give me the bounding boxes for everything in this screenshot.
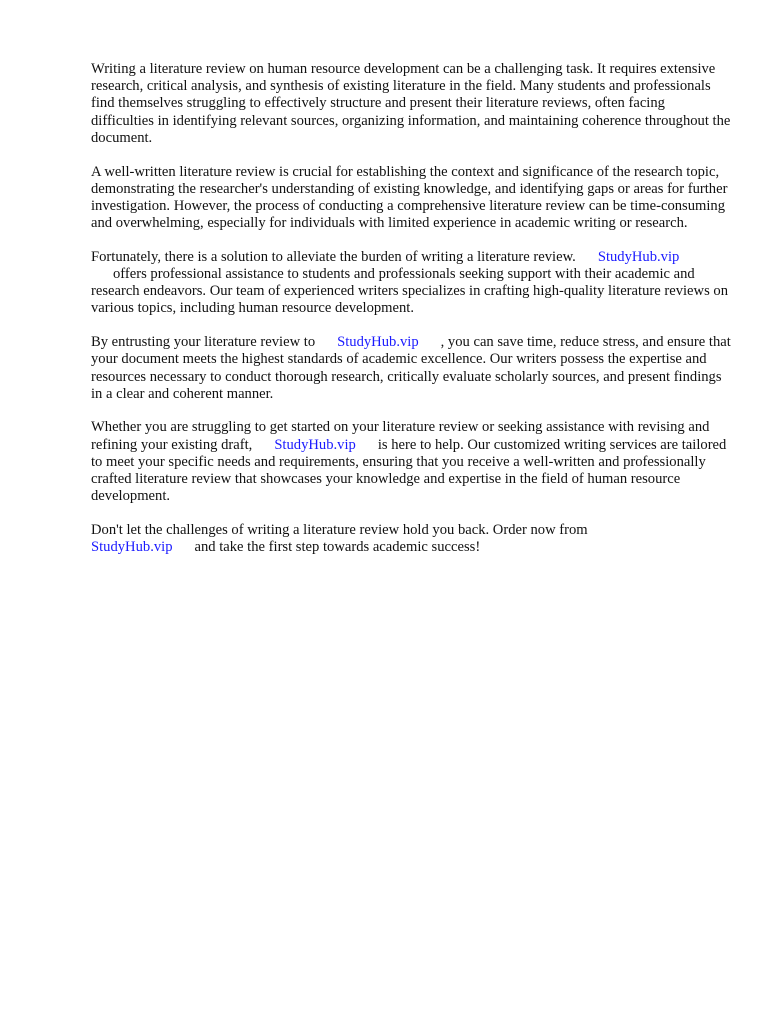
paragraph-entrust-text-after: , you can save time, reduce stress, and ensure that your document meets the highest standards of academic excellence. Our writers possess the expertise and resources necessary to conduct thorough research, critically evaluate scholarly sources, and present findings in a clear and coherent manner.: [91, 334, 731, 402]
paragraph-call-to-action: [91, 522, 731, 556]
paragraph-intro: Writing a literature review on human resource development can be a challenging task. It requires extensive research, critical analysis, and synthesis of existing literature in the field. Many students and professionals find themselves struggling to effectively structure and present their literature reviews, often facing difficulties in identifying relevant sources, organizing information, and maintaining coherence throughout the document.: [91, 61, 731, 146]
paragraph-cta-text-after: and take the first step towards academic success!: [194, 539, 481, 556]
paragraph-solution: [91, 249, 731, 318]
studyhub-link[interactable]: StudyHub.vip: [91, 539, 173, 556]
paragraph-solution-text-after: offers professional assistance to students and professionals seeking support with their academic and research endeavors. Our team of experienced writers specializes in crafting high-quality literature reviews on various topics, including human resource development.: [91, 266, 728, 317]
studyhub-link[interactable]: StudyHub.vip: [597, 248, 680, 265]
paragraph-help-text-after: is here to help. Our customized writing services are tailored to meet your specific needs and requirements, ensuring that you receive a well-written and professionally crafted literature review that showcases your knowledge and expertise in the field of human resource development.: [91, 436, 727, 505]
paragraph-importance: A well-written literature review is crucial for establishing the context and significance of the research topic, demonstrating the researcher's understanding of existing knowledge, and identifying gaps or areas for further investigation. However, the process of conducting a comprehensive literature review can be time-consuming and overwhelming, especially for individuals with limited experience in academic writing or research.: [91, 163, 728, 232]
paragraph-entrust-text-before: By entrusting your literature review to: [91, 334, 316, 351]
paragraph-help-text-before: Whether you are struggling to get started on your literature review or seeking assistance with revising and refining your existing draft,: [91, 419, 710, 453]
paragraph-help: [91, 419, 731, 505]
studyhub-link[interactable]: StudyHub.vip: [337, 334, 419, 351]
paragraph-entrust: [91, 334, 731, 403]
document-body: [91, 61, 731, 573]
studyhub-link[interactable]: StudyHub.vip: [274, 436, 356, 453]
paragraph-cta-text-before: Don't let the challenges of writing a literature review hold you back. Order now from: [91, 521, 588, 538]
paragraph-solution-text-before: Fortunately, there is a solution to alleviate the burden of writing a literature review.: [91, 248, 576, 265]
